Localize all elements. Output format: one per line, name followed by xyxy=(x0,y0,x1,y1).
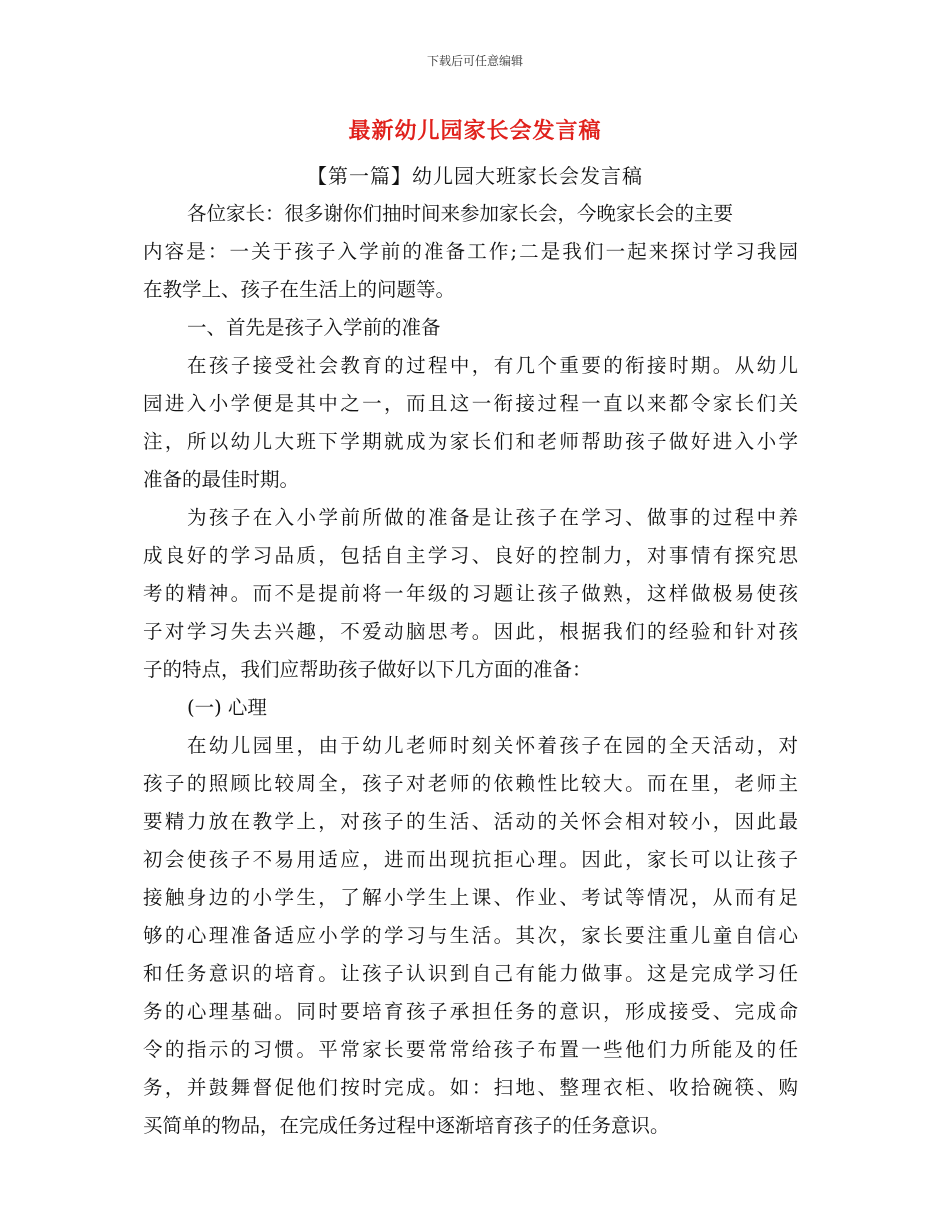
body-line: 各位家长：很多谢你们抽时间来参加家长会，今晚家长会的主要 xyxy=(187,202,734,225)
body-line: 令的指示的习惯。平常家长要常常给孩子布置一些他们力所能及的任 xyxy=(143,1038,798,1061)
body-line: 成良好的学习品质，包括自主学习、良好的控制力，对事情有探究思 xyxy=(143,544,798,567)
body-line: 和任务意识的培育。让孩子认识到自己有能力做事。这是完成学习任 xyxy=(143,962,798,985)
body-line: 初会使孩子不易用适应，进而出现抗拒心理。因此，家长可以让孩子 xyxy=(143,848,798,871)
body-line: 一、首先是孩子入学前的准备 xyxy=(187,316,441,339)
body-line: 够的心理准备适应小学的学习与生活。其次，家长要注重儿童自信心 xyxy=(143,924,798,947)
body-line: 子的特点，我们应帮助孩子做好以下几方面的准备： xyxy=(143,658,592,681)
body-line: 子对学习失去兴趣，不爱动脑思考。因此，根据我们的经验和针对孩 xyxy=(143,620,798,643)
body-line: 准备的最佳时期。 xyxy=(143,468,300,491)
body-line: 在孩子接受社会教育的过程中，有几个重要的衔接时期。从幼儿 xyxy=(187,354,798,377)
section-title: 【第一篇】幼儿园大班家长会发言稿 xyxy=(307,164,643,188)
body-line: 务，并鼓舞督促他们按时完成。如：扫地、整理衣柜、收拾碗筷、购 xyxy=(143,1076,798,1099)
body-line: 在幼儿园里，由于幼儿老师时刻关怀着孩子在园的全天活动，对 xyxy=(187,734,798,757)
body-line: 买简单的物品，在完成任务过程中逐渐培育孩子的任务意识。 xyxy=(143,1114,670,1137)
body-line: 注，所以幼儿大班下学期就成为家长们和老师帮助孩子做好进入小学 xyxy=(143,430,798,453)
body-line: 在教学上、孩子在生活上的问题等。 xyxy=(143,278,456,301)
body-line: 内容是：一关于孩子入学前的准备工作;二是我们一起来探讨学习我园 xyxy=(143,240,798,263)
body-line: 务的心理基础。同时要培育孩子承担任务的意识，形成接受、完成命 xyxy=(143,1000,798,1023)
page-header-note: 下载后可任意编辑 xyxy=(426,54,523,68)
document-title: 最新幼儿园家长会发言稿 xyxy=(348,119,602,144)
body-line: (一) 心理 xyxy=(187,696,267,719)
body-line: 园进入小学便是其中之一，而且这一衔接过程一直以来都令家长们关 xyxy=(143,392,798,415)
document-body xyxy=(143,195,798,1145)
body-line: 为孩子在入小学前所做的准备是让孩子在学习、做事的过程中养 xyxy=(187,506,798,529)
body-line: 接触身边的小学生，了解小学生上课、作业、考试等情况，从而有足 xyxy=(143,886,798,909)
body-line: 考的精神。而不是提前将一年级的习题让孩子做熟，这样做极易使孩 xyxy=(143,582,798,605)
body-line: 孩子的照顾比较周全，孩子对老师的依赖性比较大。而在里，老师主 xyxy=(143,772,798,795)
body-line: 要精力放在教学上，对孩子的生活、活动的关怀会相对较小，因此最 xyxy=(143,810,798,833)
